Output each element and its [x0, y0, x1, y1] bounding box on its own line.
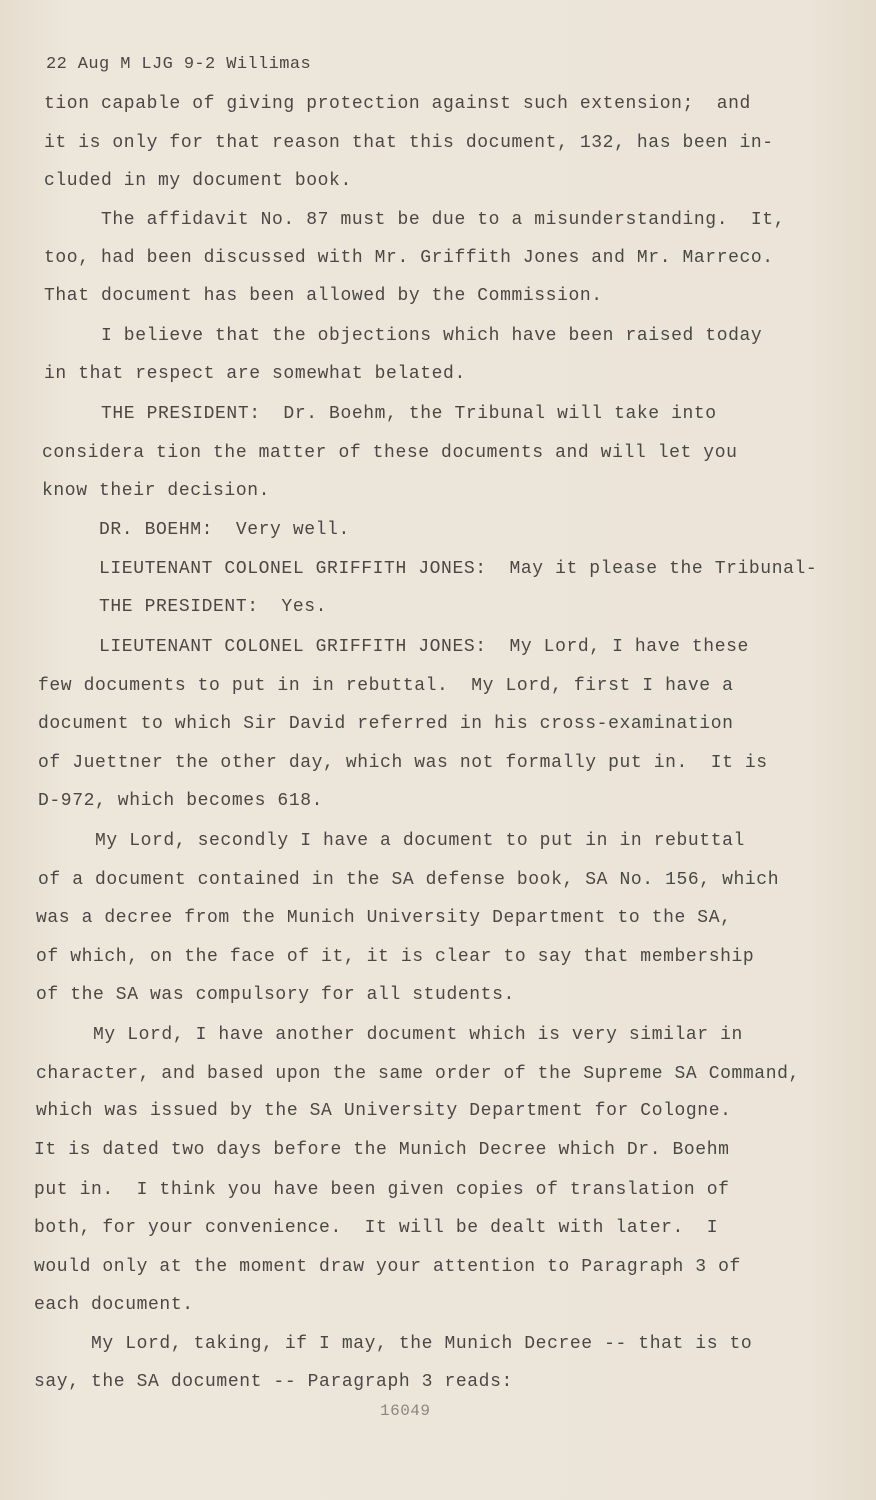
- text-line: LIEUTENANT COLONEL GRIFFITH JONES: May it please the Tribunal-: [42, 559, 818, 579]
- text-line: of which, on the face of it, it is clear to say that membership: [36, 947, 755, 967]
- text-line: THE PRESIDENT: Dr. Boehm, the Tribunal will take into: [44, 404, 717, 424]
- text-line: which was issued by the SA University Department for Cologne.: [36, 1101, 732, 1121]
- text-line: The affidavit No. 87 must be due to a misunderstanding. It,: [44, 210, 786, 230]
- text-line: too, had been discussed with Mr. Griffith Jones and Mr. Marreco.: [44, 248, 774, 268]
- page-header: 22 Aug M LJG 9-2 Willimas: [46, 55, 312, 74]
- text-line: it is only for that reason that this document, 132, has been in-: [44, 133, 774, 153]
- text-line: few documents to put in in rebuttal. My Lord, first I have a: [38, 676, 734, 696]
- text-line: My Lord, I have another document which is very similar in: [36, 1025, 743, 1045]
- text-line: That document has been allowed by the Commission.: [44, 286, 603, 306]
- text-line: know their decision.: [42, 481, 271, 501]
- text-line: D-972, which becomes 618.: [38, 791, 324, 811]
- text-line: was a decree from the Munich University Department to the SA,: [36, 908, 732, 928]
- text-line: considera tion the matter of these documents and will let you: [42, 443, 738, 463]
- text-line: DR. BOEHM: Very well.: [42, 520, 350, 540]
- text-line: of a document contained in the SA defense book, SA No. 156, which: [38, 870, 780, 890]
- text-line: THE PRESIDENT: Yes.: [42, 597, 328, 617]
- text-line: It is dated two days before the Munich Decree which Dr. Boehm: [34, 1140, 730, 1160]
- text-line: say, the SA document -- Paragraph 3 reads:: [34, 1372, 513, 1392]
- text-line: My Lord, secondly I have a document to put in in rebuttal: [38, 831, 745, 851]
- text-line: each document.: [34, 1295, 194, 1315]
- text-line: of the SA was compulsory for all students.: [36, 985, 515, 1005]
- text-line: would only at the moment draw your attention to Paragraph 3 of: [34, 1257, 741, 1277]
- text-line: I believe that the objections which have been raised today: [44, 326, 763, 346]
- text-line: of Juettner the other day, which was not formally put in. It is: [38, 753, 768, 773]
- text-line: put in. I think you have been given copies of translation of: [34, 1180, 730, 1200]
- text-line: LIEUTENANT COLONEL GRIFFITH JONES: My Lord, I have these: [42, 637, 749, 657]
- text-line: character, and based upon the same order of the Supreme SA Command,: [36, 1064, 800, 1084]
- text-line: document to which Sir David referred in his cross-examination: [38, 714, 734, 734]
- text-line: My Lord, taking, if I may, the Munich Decree -- that is to: [34, 1334, 753, 1354]
- page-number: 16049: [380, 1402, 431, 1420]
- text-line: both, for your convenience. It will be dealt with later. I: [34, 1218, 719, 1238]
- text-line: in that respect are somewhat belated.: [44, 364, 466, 384]
- text-line: cluded in my document book.: [44, 171, 352, 191]
- text-line: tion capable of giving protection against such extension; and: [44, 94, 751, 114]
